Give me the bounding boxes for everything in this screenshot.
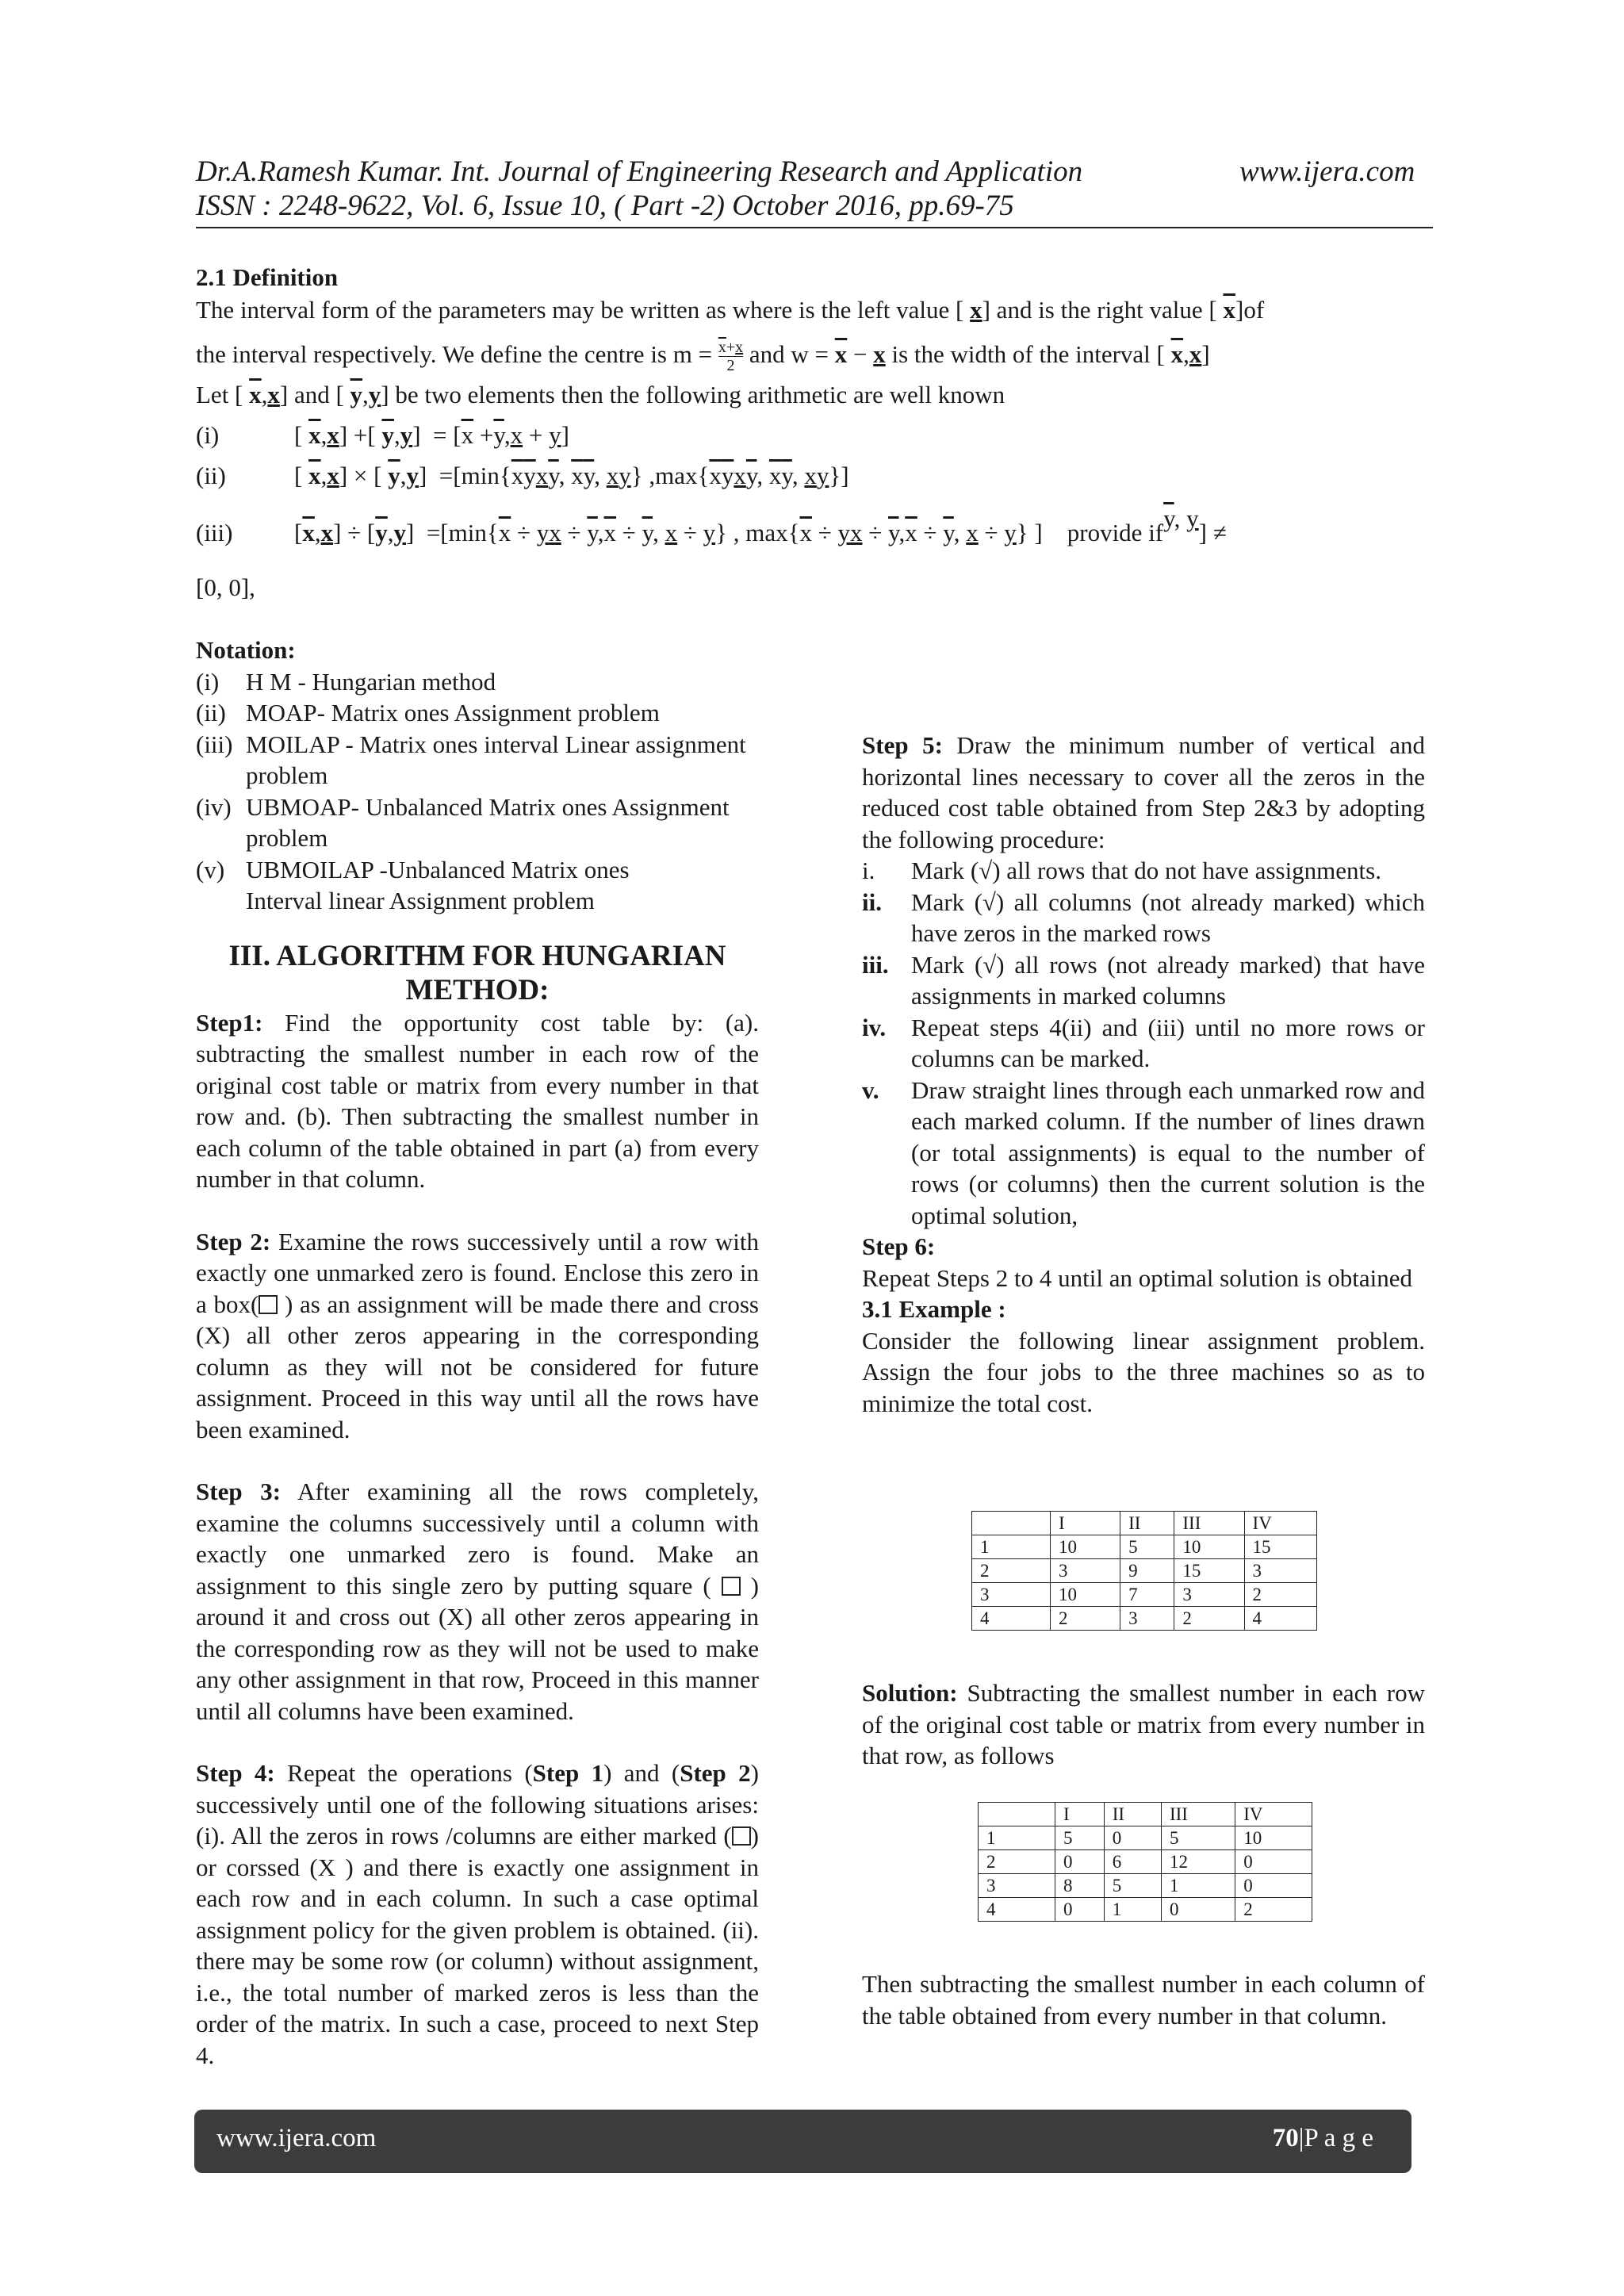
- list-item: (v) UBMOILAP -Unbalanced Matrix ones Interval linear Assignment problem: [196, 855, 630, 914]
- left-column: [196, 634, 759, 2071]
- footer-url: www.ijera.com: [216, 2124, 377, 2152]
- table-row: 2 3 9 15 3: [972, 1559, 1317, 1583]
- table-row: 2 0 6 12 0: [979, 1850, 1312, 1874]
- example-heading: 3.1 Example :: [862, 1295, 1006, 1323]
- step-3: Step 3: After examining all the rows completely, examine the columns successively until a column with exactly one unmarked zero is found. Make an assignment to this single zero by putting square ( ) around it and cross out (X) all other zeros appearing in the corresponding row as they will not be used to make any other assignment in that row, Proceed in this manner until all columns have been examined.: [196, 1478, 759, 1725]
- then-paragraph: Then subtracting the smallest number in each column of the table obtained from every number in that column.: [862, 1970, 1425, 2030]
- example-text: Consider the following linear assignment problem. Assign the four jobs to the three machines so as to minimize the total cost.: [862, 1326, 1425, 1417]
- running-header-url: www.ijera.com: [1239, 155, 1415, 188]
- header-rule: [196, 227, 1433, 228]
- step-5: Step 5: Draw the minimum number of vertical and horizontal lines necessary to cover all the zeros in the reduced cost table obtained from Step 2&3 by adopting the following procedure:: [862, 731, 1426, 853]
- centre-fraction: $\frac{\overline{x}+x}{2}$: [718, 339, 744, 375]
- step-6: Repeat Steps 2 to 4 until an optimal solution is obtained: [862, 1263, 1412, 1292]
- right-column: [862, 634, 1425, 1419]
- cost-table: [971, 1511, 1317, 1631]
- solution-paragraph: Solution: Subtracting the smallest number in each row of the original cost table or matrix from every number in that row, as follows: [862, 1679, 1426, 1769]
- notation-list: [196, 666, 759, 917]
- page-number: 70|P a g e: [1272, 2124, 1373, 2152]
- op-mul: (ii) [ $\overline{x},x$] × [ $\overline{y},y] =[\min\{\overline{x}\overline{y}x\overline{y}$, $\overline{x}\overline{y}$, xy} $,\max\{\overline{x}\overline{y}x\overline{y}$, $\overline{x}\overline{y}$, xy}]: [196, 462, 849, 489]
- row-reduced-table: [978, 1802, 1312, 1922]
- op-div-tail: [0, 0],: [196, 573, 255, 601]
- step-1: Step1: Find the opportunity cost table by: (a). subtracting the smallest number in each row of the original cost table or matrix from every number in that row and. (b). Then subtracting the smallest number in each column of the table obtained in part (a) from every number in that column.: [196, 1008, 760, 1193]
- section-3-heading: III. ALGORITHM FOR HUNGARIAN METHOD:: [228, 939, 726, 1006]
- running-header-title: Dr.A.Ramesh Kumar. Int. Journal of Engineering Research and Application: [196, 155, 1083, 188]
- list-item: v. Draw straight lines through each unmarked row and each marked column. If the number of lines drawn (or total assignments) is equal to the number of rows (or columns) then the current solution is the optimal solution,: [862, 1075, 1425, 1229]
- step-4: Step 4: Repeat the operations (Step 1) and (Step 2) successively until one of the following situations arises: (i). All the zeros in rows /columns are either marked ( ) or corssed (X ) and there is exactly one assignment in each row and in each column. In such a case optimal assignment policy for the given problem is obtained. (ii). there may be some row (or column) without assignment, i.e., the total number of marked zeros is less than the order of the matrix. In such a case, proceed to next Step 4.: [196, 1759, 759, 2069]
- table-row: 1 10 5 10 15: [972, 1535, 1317, 1559]
- table-header-row: I II III IV: [979, 1803, 1312, 1826]
- list-item: i. Mark (√) all rows that do not have assignments.: [862, 857, 1381, 884]
- list-item: (ii) MOAP- Matrix ones Assignment problem: [196, 699, 660, 726]
- list-item: (iii) MOILAP - Matrix ones interval Linear assignment problem: [196, 730, 746, 789]
- table-header-row: I II III IV: [972, 1512, 1317, 1535]
- box-symbol-icon: [722, 1577, 741, 1596]
- definition-line-2: the interval respectively. We define the centre is m = $\frac{\overline{x}+x}{2}$ and $w = \overline{x} - x$ is the width of the interval [ $\overline{x},x$]: [196, 339, 1210, 375]
- definition-line-3: Let [ $\overline{x},x$] and [ $\overline{y},y$] be two elements then the following arithmetic are well known: [196, 381, 1005, 408]
- notation-heading: Notation:: [196, 636, 296, 664]
- step-5-list: [862, 855, 1425, 1231]
- list-item: (i) H M - Hungarian method: [196, 667, 496, 696]
- op-add: (i) [ $\overline{x},x$] +[ $\overline{y},y] = [\overline{x} +\overline{y},x + y]$: [196, 421, 569, 449]
- running-header-issn: ISSN : 2248-9622, Vol. 6, Issue 10, ( Part -2) October 2016, pp.69-75: [196, 190, 1014, 222]
- list-item: iv. Repeat steps 4(ii) and (iii) until no more rows or columns can be marked.: [862, 1013, 1425, 1072]
- table-row: 1 5 0 5 10: [979, 1826, 1312, 1850]
- step-2: Step 2: Examine the rows successively until a row with exactly one unmarked zero is found. Enclose this zero in a box( ) as an assignment will be made there and cross (X) all other zeros appearing in the corresponding column as they will not be considered for future assignment. Proceed in this way until all the rows have been examined.: [196, 1227, 760, 1443]
- step-6-label: Step 6:: [862, 1232, 936, 1260]
- list-item: (iv) UBMOAP- Unbalanced Matrix ones Assignment problem: [196, 792, 730, 852]
- box-symbol-icon: [732, 1826, 751, 1846]
- definition-heading: 2.1 Definition: [196, 263, 339, 291]
- table-row: 4 0 1 0 2: [979, 1898, 1312, 1922]
- definition-line-1: The interval form of the parameters may be written as where is the left value [ x] and is the right value [ $\overline{x}]of$: [196, 296, 1265, 324]
- table-row: 4 2 3 2 4: [972, 1607, 1317, 1631]
- list-item: ii. Mark (√) all columns (not already marked) which have zeros in the marked rows: [862, 887, 1425, 947]
- page-footer: [194, 2110, 1411, 2173]
- list-item: iii. Mark (√) all rows (not already marked) that have assignments in marked columns: [862, 950, 1425, 1010]
- box-symbol-icon: [259, 1295, 278, 1314]
- op-div: (iii) $[\overline{x},x] \div [\overline{y},y] =[\min\{\overline{x}$ ÷ yx ÷ $\overline{y},\overline{x} \div \overline{y}$, x ÷ y} , $\max\{\overline{x}$ ÷ yx ÷ $\overline{y},\overline{x} \div \overline{y}$, x ÷ y} ] provide $if\overline{y}$, y] ≠: [196, 504, 1227, 546]
- table-row: 3 8 5 1 0: [979, 1874, 1312, 1898]
- table-row: 3 10 7 3 2: [972, 1583, 1317, 1607]
